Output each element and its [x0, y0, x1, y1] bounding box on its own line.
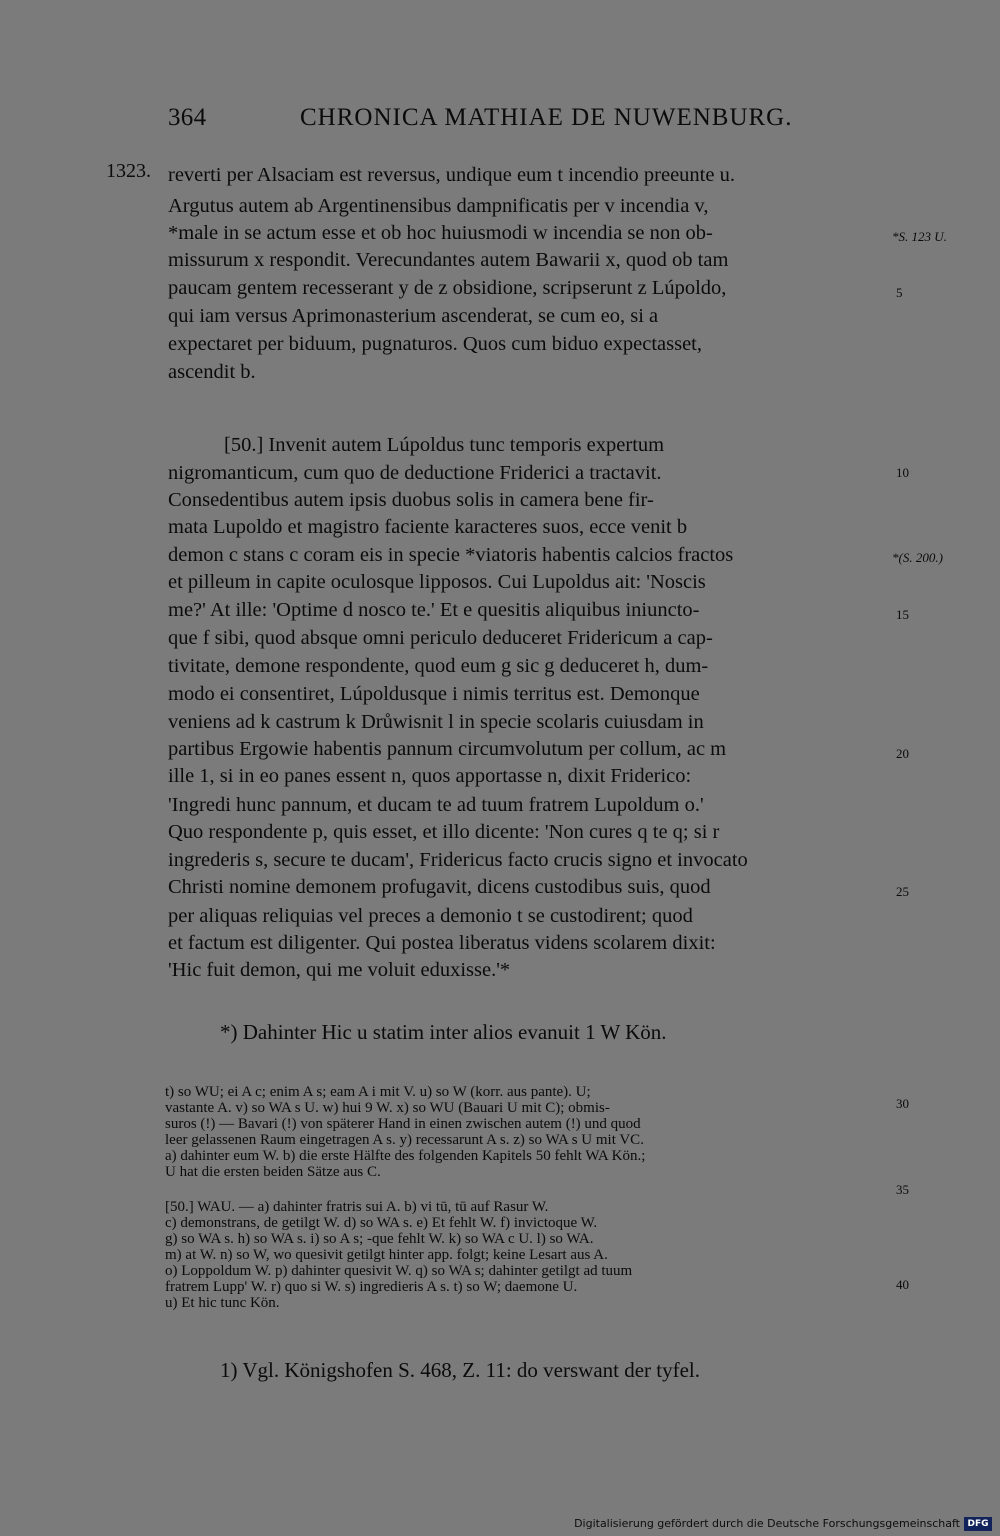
text-line: per aliquas reliquias vel preces a demonio t se custodirent; quod: [168, 905, 693, 927]
text-line: Christi nomine demonem profugavit, dicens custodibus suis, quod: [168, 876, 711, 898]
footer-bar: [0, 1508, 1000, 1536]
text-line: partibus Ergowie habentis pannum circumvolutum per collum, ac m: [168, 738, 727, 760]
text-line: expectaret per biduum, pugnaturos. Quos cum biduo expectasset,: [168, 333, 702, 355]
footnote-line: [50.] WAU. — a) dahinter fratris sui A. b) vi tū, tū auf Rasur W.: [165, 1199, 549, 1215]
footnote-line: U hat die ersten beiden Sätze aus C.: [165, 1164, 381, 1180]
line-number: 35: [896, 1182, 909, 1197]
text-line: et pilleum in capite oculosque lipposos. Cui Lupoldus ait: 'Noscis: [168, 571, 706, 593]
line-number: 20: [896, 746, 909, 761]
text-line: tivitate, demone respondente, quod eum g sic g deduceret h, dum-: [168, 655, 709, 677]
funding-credit: Digitalisierung gefördert durch die Deutsche Forschungsgemeinschaft: [574, 1517, 960, 1530]
text-line: Argutus autem ab Argentinensibus dampnificatis per v incendia v,: [168, 195, 709, 217]
footnote-line: a) dahinter eum W. b) die erste Hälfte des folgenden Kapitels 50 fehlt WA Kön.;: [165, 1148, 646, 1164]
footnote-line: c) demonstrans, de getilgt W. d) so WA s. e) Et fehlt W. f) invictoque W.: [165, 1215, 598, 1231]
line-number: 30: [896, 1096, 909, 1111]
footnote-line: g) so WA s. h) so WA s. i) so A s; -que fehlt W. k) so WA c U. l) so WA.: [165, 1231, 594, 1247]
final-note: 1) Vgl. Königshofen S. 468, Z. 11: do verswant der tyfel.: [220, 1358, 701, 1382]
footnote-line: u) Et hic tunc Kön.: [165, 1295, 280, 1311]
text-line: veniens ad k castrum k Drůwisnit l in specie scolaris cuiusdam in: [168, 711, 704, 733]
margin-reference: *S. 123 U.: [892, 229, 947, 244]
text-line: 'Ingredi hunc pannum, et ducam te ad tuum fratrem Lupoldum o.': [168, 794, 704, 816]
line-number: 15: [896, 607, 909, 622]
text-line: *male in se actum esse et ob hoc huiusmodi w incendia se non ob-: [168, 222, 713, 244]
star-note: *) Dahinter Hic u statim inter alios evanuit 1 W Kön.: [220, 1020, 667, 1044]
text-line: qui iam versus Aprimonasterium ascenderat, se cum eo, si a: [168, 305, 659, 327]
text-line: 'Hic fuit demon, qui me voluit eduxisse.'*: [168, 959, 511, 981]
footnote-line: suros (!) — Bavari (!) von späterer Hand in einen zwischen autem (!) und quod: [165, 1116, 641, 1132]
line-number: 40: [896, 1277, 909, 1292]
line-number: 5: [896, 285, 903, 300]
text-line: missurum x respondit. Verecundantes autem Bawarii x, quod ob tam: [168, 249, 729, 271]
year-marker: 1323.: [106, 160, 151, 182]
footnote-line: leer gelassenen Raum eingetragen A s. y) recessarunt A s. z) so WA s U mit VC.: [165, 1132, 644, 1148]
text-line: ascendit b.: [168, 361, 256, 383]
text-line: ille 1, si in eo panes essent n, quos apportasse n, dixit Friderico:: [168, 765, 692, 787]
text-line: Consedentibus autem ipsis duobus solis in camera bene fir-: [168, 489, 654, 511]
footnote-line: fratrem Lupp' W. r) quo si W. s) ingredieris A s. t) so W; daemone U.: [165, 1279, 578, 1295]
footnote-line: t) so WU; ei A c; enim A s; eam A i mit V. u) so W (korr. aus pante). U;: [165, 1084, 591, 1100]
text-line: que f sibi, quod absque omni periculo deduceret Fridericum a cap-: [168, 627, 713, 649]
footnote-line: o) Loppoldum W. p) dahinter quesivit W. q) so WA s; dahinter getilgt ad tuum: [165, 1263, 633, 1279]
text-line: nigromanticum, cum quo de deductione Friderici a tractavit.: [168, 462, 662, 484]
text-line: paucam gentem recesserant y de z obsidione, scripserunt z Lúpoldo,: [168, 277, 727, 299]
footnote-line: vastante A. v) so WA s U. w) hui 9 W. x) so WU (Bauari U mit C); obmis-: [165, 1100, 610, 1116]
page-number: 364: [168, 104, 207, 131]
text-line: et factum est diligenter. Qui postea liberatus videns scolarem dixit:: [168, 932, 716, 954]
line-number: 25: [896, 884, 909, 899]
text-line: modo ei consentiret, Lúpoldusque i nimis territus est. Demonque: [168, 683, 700, 705]
text-line: demon c stans c coram eis in specie *viatoris habentis calcios fractos: [168, 544, 734, 566]
margin-reference: *(S. 200.): [892, 550, 943, 565]
text-line: me?' At ille: 'Optime d nosco te.' Et e quesitis aliquibus iniuncto-: [168, 599, 700, 621]
running-title: CHRONICA MATHIAE DE NUWENBURG.: [300, 104, 793, 131]
footnote-line: m) at W. n) so W, wo quesivit getilgt hinter app. folgt; keine Lesart aus A.: [165, 1247, 608, 1263]
dfg-logo: DFG: [964, 1517, 992, 1531]
text-line: Quo respondente p, quis esset, et illo dicente: 'Non cures q te q; si r: [168, 821, 720, 843]
line-number: 10: [896, 465, 909, 480]
text-line: reverti per Alsaciam est reversus, undique eum t incendio preeunte u.: [168, 164, 735, 186]
text-line: ingrederis s, secure te ducam', Fridericus facto crucis signo et invocato: [168, 849, 748, 871]
text-line: mata Lupoldo et magistro faciente karacteres suos, ecce venit b: [168, 516, 688, 538]
text-line: [50.] Invenit autem Lúpoldus tunc temporis expertum: [224, 434, 665, 456]
